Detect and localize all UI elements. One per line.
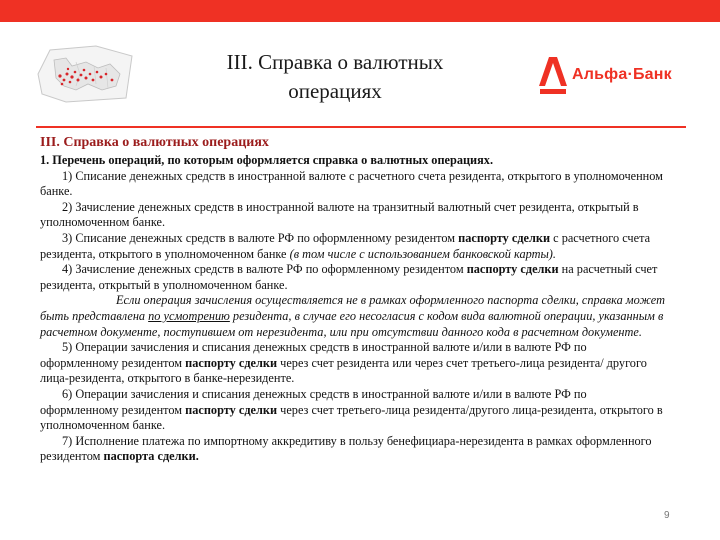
paragraph-5 [40,340,666,387]
p4-bold: паспорту сделки [466,262,559,277]
p7-text-a: 7) Исполнение платежа по импортному аккредитиву в пользу бенефициара-нерезидента в рамках оформленного резидентом [40,433,652,464]
paragraph-6 [40,387,666,434]
p4-text-b: на расчетный счет резидента, открытый в уполномоченном банке. [40,262,658,292]
alfa-bank-logo [538,50,698,100]
paragraph-4 [40,262,666,293]
header-divider [36,126,686,128]
p5-bold: паспорту сделки [185,355,278,370]
p6-bold: паспорту сделки [185,402,278,417]
note-underline: по усмотрению [148,308,230,323]
p3-bold: паспорту сделки [458,230,551,245]
note-paragraph [40,293,666,340]
p5-text-b: через счет резидента или через счет третьего-лица резидента/ другого лица-резидента, открытого в банке-нерезиденте. [40,355,647,386]
section-title: III. Справка о валютных операциях [40,135,269,150]
page-title [170,48,500,106]
paragraph-1: 1) Списание денежных средств в иностранной валюте с расчетного счета резидента, открытого в уполномоченном банке. [40,168,663,199]
logo-text: Альфа·Банк [572,66,672,83]
page-number: 9 [664,510,670,521]
russia-map-icon [36,44,134,104]
p6-text-b: через счет третьего-лица резидента/другого лица-резидента, открытого в уполномоченном банке. [40,402,663,433]
item-heading-1: 1. Перечень операций, по которым оформляется справка о валютных операциях. [40,153,494,167]
title-line-1: III. Справка о валютных [226,50,444,74]
p5-text-a: 5) Операции зачисления и списания денежных средств в иностранной валюте и/или в валюте РФ по оформленному резидентом [40,340,587,370]
p3-text-a: 3) Списание денежных средств в валюте РФ по оформленному резидентом [62,230,459,245]
title-line-2: операциях [288,79,382,103]
p7-bold: паспорта сделки. [103,449,199,464]
paragraph-3 [40,231,666,262]
p4-text-a: 4) Зачисление денежных средств в валюте РФ по оформленному резидентом [62,262,467,277]
paragraph-2: 2) Зачисление денежных средств в иностранной валюте на транзитный валютный счет резидента, открытый в уполномоченном банке. [40,199,639,230]
p3-text-b: с расчетного счета резидента, открытого в уполномоченном банке [40,230,651,261]
paragraph-7 [40,434,666,465]
p6-text-a: 6) Операции зачисления и списания денежных средств в иностранной валюте и/или в валюте РФ по оформленному резидентом [40,386,587,417]
p3-italic: (в том числе с использованием банковской карты). [289,246,556,261]
document-body [40,134,666,465]
top-accent-bar [0,0,720,22]
note-text-a: Если операция зачисления осуществляется не в рамках оформленного паспорта сделки, справка может быть представлена [40,293,665,323]
alfa-a-icon [538,55,568,95]
note-text-b: резидента, в случае его несогласия с кодом вида валютной операции, указанным в расчетном документе, поступившем от нерезидента, или при отсутствии данного кода в расчетном документе. [40,308,664,339]
